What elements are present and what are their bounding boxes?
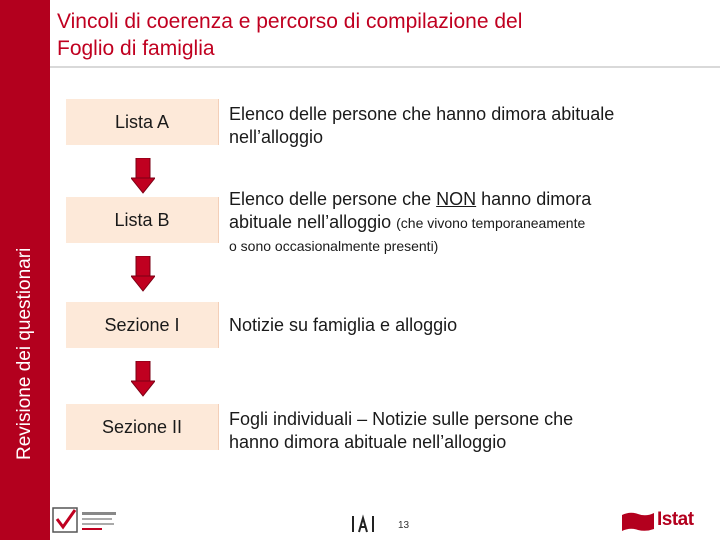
box-sezione-ii: Sezione II [66, 404, 219, 450]
box-sezione-i: Sezione I [66, 302, 219, 348]
box-lista-a: Lista A [66, 99, 219, 145]
desc-lista-b-note-2: o sono occasionalmente presenti) [229, 238, 439, 254]
desc-lista-b [229, 188, 699, 258]
box-lista-b: Lista B [66, 197, 219, 243]
desc-sezione-ii-line-1: Fogli individuali – Notizie sulle persone che [229, 409, 574, 429]
page-number: 13 [398, 520, 410, 531]
desc-sezione-ii-line-2: hanno dimora abituale nell’alloggio [229, 432, 507, 452]
desc-lista-a-line-1: Elenco delle persone che hanno dimora abituale [229, 104, 615, 124]
title-divider [50, 66, 720, 68]
title-line-2: Foglio di famiglia [57, 37, 215, 60]
down-arrow-icon [131, 361, 155, 397]
desc-lista-b-pre: Elenco delle persone che [229, 189, 437, 209]
down-arrow-icon [131, 158, 155, 194]
down-arrow-icon [131, 256, 155, 292]
desc-lista-b-line-2 [229, 211, 699, 235]
desc-lista-a [229, 103, 699, 149]
desc-lista-b-line-2-text: abituale nell’alloggio [229, 212, 392, 232]
desc-lista-a-line-2: nell’alloggio [229, 127, 324, 147]
slide-mark-icon [350, 512, 376, 536]
desc-sezione-ii [229, 408, 699, 454]
title-line-1: Vincoli di coerenza e percorso di compilazione del [57, 10, 523, 33]
page-title [57, 8, 697, 62]
desc-lista-b-post: hanno dimora [476, 189, 592, 209]
desc-lista-b-line-1 [229, 188, 699, 211]
desc-lista-b-note-1: (che vivono temporaneamente [396, 215, 586, 231]
census-logo-icon [52, 504, 118, 536]
sidebar-label: Revisione dei questionari [14, 247, 35, 460]
desc-lista-b-non: NON [436, 189, 477, 209]
istat-brand: Istat [657, 509, 694, 530]
desc-sezione-i: Notizie su famiglia e alloggio [229, 315, 458, 335]
